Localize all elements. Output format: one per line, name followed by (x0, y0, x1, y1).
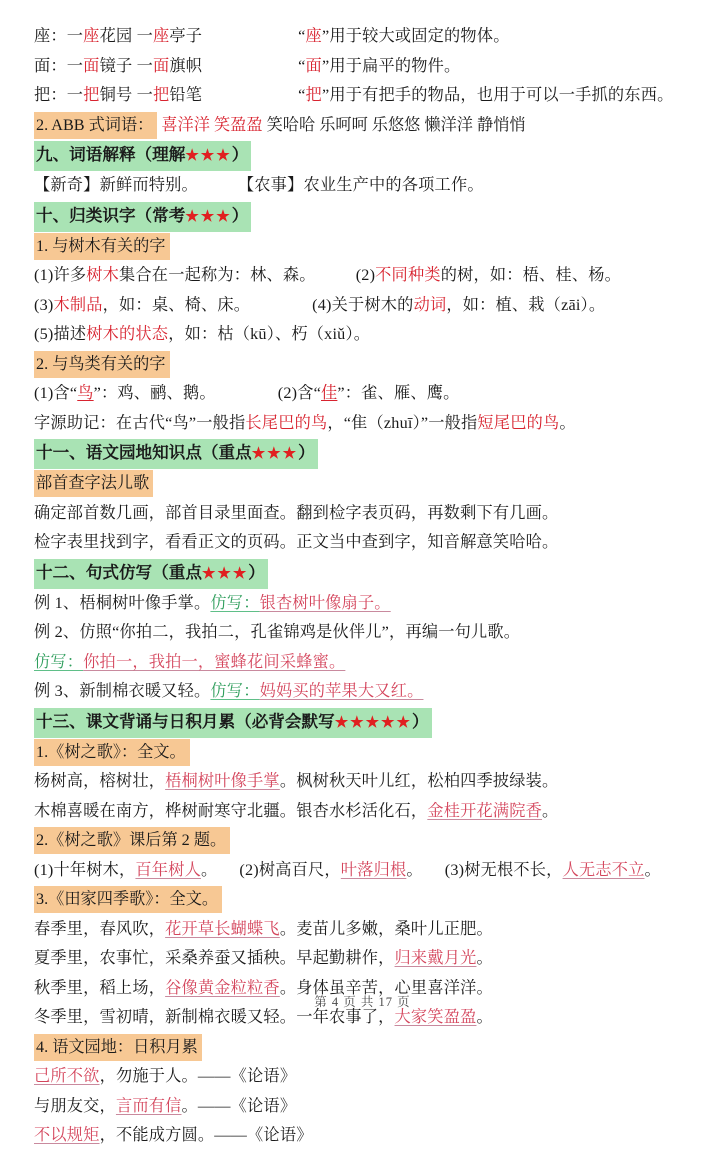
item-text: 。 (644, 860, 661, 879)
measure-word-row: 把：一把铜号 一把铅笔 “把”用于有把手的物品，也用于可以一手抓的东西。 (34, 86, 674, 104)
radical-rhyme-line: 检字表里找到字，看看正文的页码。正文当中查到字，知音解意笑哈哈。 (34, 533, 559, 551)
measure-word-example-rest: 花园 (99, 27, 133, 45)
poem-text: 。 (476, 949, 493, 967)
item-text: 的树，如：梧、桂、杨。 (440, 266, 621, 284)
recite-item-title-2 (34, 826, 691, 856)
poem-highlight: 金桂开花满院香 (427, 801, 543, 820)
poem-highlight: 大家笑盈盈 (394, 1008, 477, 1026)
measure-word-quoted: 面 (305, 56, 322, 75)
poem-text: 夏季里，农事忙，采桑养蚕又插秧。早起勤耕作， (34, 949, 395, 967)
section-heading-9 (34, 140, 691, 171)
definition-text: 新鲜而特别。 (99, 176, 198, 194)
definition-text: 农业生产中的各项工作。 (303, 176, 484, 194)
key-term: 树木的状态 (86, 325, 169, 343)
measure-word-explain: 用于有把手的物品，也用于可以一手抓的东西。 (329, 86, 674, 104)
example-prompt: 例 1、梧桐树叶像手掌。 (34, 593, 211, 612)
key-term: 动词 (413, 295, 447, 314)
subheading-tree-label: 1. 与树木有关的字 (34, 233, 170, 260)
section-heading-12 (34, 558, 691, 589)
key-term: 不同种类 (375, 266, 441, 284)
measure-word-row: 面：一面镜子 一面旗帜 “面”用于扁平的物件。 (34, 56, 461, 75)
recite-item-title-3 (34, 885, 691, 915)
subheading-bird-characters (34, 350, 691, 380)
section-11-title: 十一、语文园地知识点（重点 (36, 443, 252, 462)
section-10-stars: ★★★ (185, 208, 232, 225)
item-text: ，如：植、栽（zāi）。 (446, 295, 606, 314)
item-number: (1)十年树木， (34, 860, 136, 879)
key-term: 树木 (86, 266, 120, 284)
section-9-title: 九、词语解释（理解 (36, 145, 186, 164)
analects-quote-row (34, 1092, 691, 1122)
quote-text: ，勿施于人。——《论语》 (99, 1067, 297, 1085)
item-text: ”：鸡、鹂、鹅。 (93, 384, 216, 402)
proverb-row (34, 856, 691, 886)
proverb-highlight: 叶落归根 (340, 860, 407, 879)
item-number: (2)含“ (277, 384, 321, 402)
item-number: (2) (355, 266, 376, 284)
item-text: 。 (200, 860, 218, 879)
measure-word-explain: 用于扁平的物件。 (329, 56, 461, 75)
quote-highlight: 己所不欲 (34, 1067, 100, 1085)
subheading-radical-lookup (34, 469, 691, 499)
tree-character-row (34, 291, 691, 321)
section-10-title-end: ） (231, 205, 249, 225)
sentence-pattern-answer-row (34, 648, 691, 678)
item-text: ”：雀、雁、鹰。 (337, 384, 460, 402)
origin-key-1: 长尾巴的鸟 (245, 413, 328, 432)
subheading-bird-label: 2. 与鸟类有关的字 (34, 351, 170, 378)
measure-word-prefix: 把：一 (34, 86, 84, 104)
section-13-title-end: ） (411, 711, 429, 731)
quote-highlight: 不以规矩 (34, 1126, 100, 1144)
measure-word-sep: 一 (132, 86, 153, 104)
origin-prefix: 字源助记：在古代“鸟”一般指 (34, 413, 246, 432)
word-definition-row (34, 171, 691, 201)
quote-text: 。——《论语》 (181, 1096, 297, 1115)
measure-word-explain: 用于较大或固定的物体。 (329, 27, 510, 45)
key-term: 木制品 (53, 295, 103, 314)
section-10-title: 十、归类识字（常考 (36, 205, 186, 225)
measure-word-char-2: 面 (152, 56, 170, 75)
section-9-title-end: ） (231, 145, 249, 164)
imitation-answer: 你拍一，我拍一，蜜蜂花间采蜂蜜。 (83, 652, 346, 671)
poem-text: 。 (476, 1008, 493, 1026)
tree-character-row (34, 261, 691, 291)
poem-text: 杨树高，榕树壮， (34, 772, 166, 790)
imitation-answer: 银杏树叶像扇子。 (259, 593, 391, 612)
poem-text: 秋季里，稻上场， (34, 978, 166, 997)
abb-words-label: 2. ABB 式词语： (34, 112, 157, 139)
item-text: 集合在一起称为：林、森。 (119, 266, 316, 284)
poem-text: 。麦苗儿多嫩，桑叶儿正肥。 (279, 919, 493, 938)
measure-word-quoted: 把 (305, 86, 322, 104)
recite-title-label: 3.《田家四季歌》：全文。 (34, 886, 222, 913)
poem-text: 木棉喜暖在南方，桦树耐寒守北疆。银杏水杉活化石， (34, 801, 428, 820)
recite-item-title-4 (34, 1033, 691, 1063)
key-char-zhui: 佳 (321, 384, 338, 402)
tree-character-row (34, 320, 691, 350)
item-number: (3) (34, 295, 54, 314)
measure-word-example-rest-2: 亭子 (169, 27, 203, 45)
section-9-stars: ★★★ (185, 148, 232, 164)
abb-words-row (34, 111, 691, 141)
imitation-label: 仿写： (210, 682, 260, 700)
poem-highlight: 谷像黄金粒粒香 (165, 978, 280, 997)
measure-word-char: 座 (83, 27, 100, 45)
radical-rhyme-line: 确定部首数几画，部首目录里面查。翻到检字表页码，再数剩下有几画。 (34, 503, 559, 522)
poem-text: 冬季里，雪初晴，新制棉衣暖又轻。一年农事了， (34, 1008, 395, 1026)
measure-word-prefix: 面：一 (34, 56, 84, 75)
measure-word-example-rest: 镜子 (99, 56, 133, 75)
sentence-pattern-item (34, 677, 691, 707)
character-origin-row (34, 409, 691, 439)
definition-term: 【农事】 (237, 176, 304, 194)
item-text: 。 (406, 860, 423, 879)
section-13-title: 十三、课文背诵与日积月累（必背会默写 (36, 711, 335, 731)
measure-word-char: 面 (83, 56, 100, 75)
section-13-stars: ★★★★★ (334, 714, 412, 731)
recite-title-label: 2.《树之歌》课后第 2 题。 (34, 827, 230, 854)
origin-end: 。 (559, 413, 576, 432)
measure-word-prefix: 座：一 (34, 27, 84, 45)
section-11-stars: ★★★ (251, 446, 299, 462)
measure-word-char-2: 把 (152, 86, 170, 104)
measure-word-example-rest-2: 铅笔 (169, 86, 203, 104)
poem-text: 春季里，春风吹， (34, 919, 166, 938)
item-number: (4)关于树木的 (312, 295, 414, 314)
item-text: ，如：桌、椅、床。 (102, 295, 251, 314)
proverb-highlight: 百年树人 (135, 860, 201, 879)
measure-word-sep: 一 (132, 56, 153, 75)
example-prompt: 例 3、新制棉衣暖又轻。 (34, 682, 211, 700)
item-text: ，如：枯（kū）、朽（xiǔ）。 (168, 325, 371, 343)
poem-text: 。 (542, 801, 559, 820)
measure-word-sep: 一 (132, 27, 153, 45)
section-12-title: 十二、句式仿写（重点 (36, 562, 202, 582)
section-heading-10 (34, 201, 691, 232)
recite-item-title-1 (34, 738, 691, 768)
poem-line (34, 767, 691, 797)
measure-word-quoted: 座 (305, 27, 322, 45)
sentence-pattern-item (34, 618, 691, 648)
measure-word-char: 把 (83, 86, 100, 104)
section-heading-11 (34, 438, 691, 469)
measure-word-char-2: 座 (152, 27, 170, 45)
poem-text: 。身体虽辛苦，心里喜洋洋。 (279, 978, 493, 997)
poem-line (34, 915, 691, 945)
poem-line (34, 944, 691, 974)
key-char-niao: 鸟 (77, 384, 94, 402)
poem-line (34, 797, 691, 827)
recite-title-label: 4. 语文园地：日积月累 (34, 1034, 202, 1061)
sentence-pattern-item (34, 589, 691, 619)
bird-character-row (34, 379, 691, 409)
measure-word-example-rest-2: 旗帜 (169, 56, 203, 75)
section-heading-13 (34, 707, 691, 738)
subheading-radical-label: 部首查字法儿歌 (34, 470, 153, 497)
imitation-label: 仿写： (210, 593, 260, 612)
imitation-label: 仿写： (34, 652, 84, 671)
definition-term: 【新奇】 (34, 176, 100, 194)
section-12-stars: ★★★ (201, 565, 249, 582)
quote-prefix: 与朋友交， (34, 1096, 116, 1115)
abb-words-plain: 笑哈哈 乐呵呵 乐悠悠 懒洋洋 静悄悄 (266, 115, 526, 134)
quote-text: ，不能成方圆。——《论语》 (99, 1126, 313, 1144)
item-number: (2)树高百尺， (239, 860, 341, 879)
analects-quote-row (34, 1121, 691, 1151)
origin-middle: ，“隹（zhuī）”一般指 (327, 413, 478, 432)
poem-highlight: 归来戴月光 (394, 949, 477, 967)
page-footer: 第 4 页 共 17 页 (314, 995, 411, 1009)
measure-word-row: 座：一座花园 一座亭子 “座”用于较大或固定的物体。 (34, 27, 510, 45)
poem-highlight: 梧桐树叶像手掌 (165, 772, 280, 790)
subheading-tree-characters (34, 232, 691, 262)
poem-highlight: 花开草长蝴蝶飞 (165, 919, 280, 938)
imitation-answer: 妈妈买的苹果大又红。 (259, 682, 424, 700)
abb-words-red: 喜洋洋 笑盈盈 (161, 115, 263, 134)
proverb-highlight: 人无志不立 (562, 860, 645, 879)
quote-highlight: 言而有信 (115, 1096, 182, 1115)
section-12-title-end: ） (248, 562, 265, 582)
item-number: (5)描述 (34, 325, 87, 343)
example-prompt: 例 2、仿照“你拍二，我拍二，孔雀锦鸡是伙伴儿”，再编一句儿歌。 (34, 623, 521, 641)
item-number: (1)许多 (34, 266, 87, 284)
item-number: (1)含“ (34, 384, 78, 402)
poem-text: 。枫树秋天叶儿红，松柏四季披绿装。 (279, 772, 559, 790)
recite-title-label: 1.《树之歌》：全文。 (34, 739, 190, 766)
measure-word-example-rest: 铜号 (99, 86, 133, 104)
origin-key-2: 短尾巴的鸟 (477, 413, 560, 432)
analects-quote-row (34, 1062, 691, 1092)
section-11-title-end: ） (298, 443, 315, 462)
item-number: (3)树无根不长， (444, 860, 563, 879)
